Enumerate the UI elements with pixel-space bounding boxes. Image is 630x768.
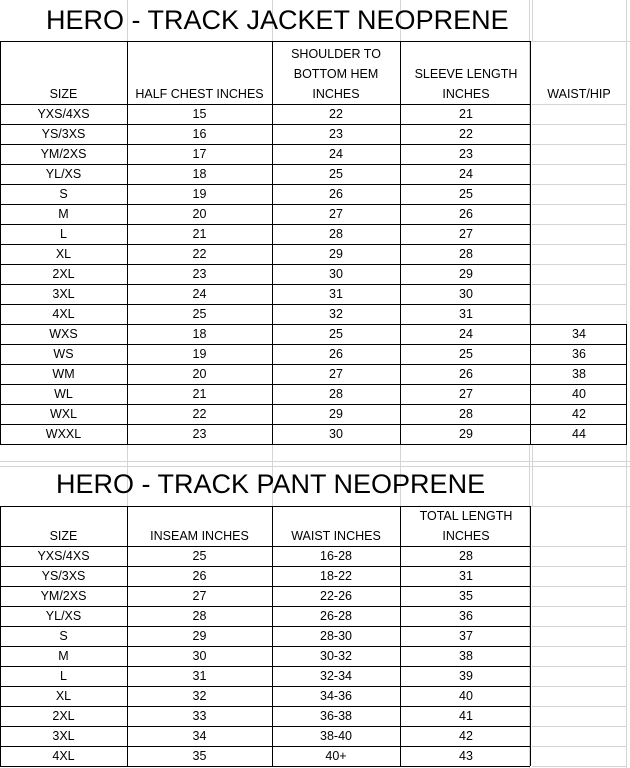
gridline-h [532,566,626,567]
pant-total-length-cell: 42 [459,729,473,743]
gridline-h [532,124,626,125]
gridline-h [532,766,626,767]
jacket-sleeve-cell: 28 [459,407,473,421]
pant-inseam-cell: 35 [192,749,207,763]
jacket-size-cell: YS/3XS [41,127,86,141]
jacket-sleeve-cell: 27 [459,227,473,241]
pant-total-length-cell: 31 [459,569,473,583]
jacket-sleeve-cell: 25 [459,187,473,201]
gridline-h [532,144,626,145]
pant-waist-cell: 18-22 [320,569,352,583]
jacket-half-chest-cell: 20 [192,207,207,221]
gridline-h [532,546,626,547]
jacket-sleeve-cell: 24 [459,167,473,181]
pant-title: HERO - TRACK PANT NEOPRENE [56,469,486,499]
pant-size-cell: YL/XS [45,609,82,623]
jacket-half-chest-cell: 22 [192,407,207,421]
jacket-half-chest-cell: 19 [192,187,207,201]
gridline-h [532,746,626,747]
pant-waist-cell: 16-28 [320,549,352,563]
pant-inseam-cell: 26 [192,569,207,583]
pant-total-length-cell: 35 [459,589,473,603]
jacket-size-cell: WXS [49,327,78,341]
pant-waist-cell: 38-40 [320,729,352,743]
pant-total-length-cell: 36 [459,609,473,623]
pant-waist-cell: 32-34 [320,669,352,683]
gridline-v [532,444,533,506]
gridline-h [532,304,626,305]
pant-inseam-cell: 31 [192,669,207,683]
gridline-h [532,284,626,285]
gridline-h [532,726,626,727]
pant-size-cell: S [59,629,68,643]
pant-waist-cell: 34-36 [320,689,352,703]
pant-total-length-cell: 40 [459,689,473,703]
jacket-sleeve-cell: 29 [459,267,473,281]
jacket-half-chest-cell: 23 [192,427,207,441]
gridline-h [532,706,626,707]
jacket-half-chest-cell: 24 [192,287,207,301]
jacket-half-chest-cell: 18 [192,327,207,341]
jacket-header-shoulder-1: SHOULDER TO [291,47,381,61]
jacket-shoulder-cell: 22 [329,107,343,121]
gridline-h [532,204,626,205]
jacket-header-shoulder-3: INCHES [312,87,360,101]
table-border-h [0,444,627,445]
pant-inseam-cell: 32 [192,689,207,703]
gridline-h [532,264,626,265]
jacket-half-chest-cell: 17 [192,147,207,161]
jacket-half-chest-cell: 21 [192,387,207,401]
pant-total-length-cell: 37 [459,629,473,643]
pant-waist-cell: 30-32 [320,649,352,663]
pant-total-length-cell: 43 [459,749,473,763]
jacket-size-cell: YXS/4XS [37,107,90,121]
jacket-shoulder-cell: 25 [329,327,343,341]
gridline-h [532,686,626,687]
jacket-half-chest-cell: 23 [192,267,207,281]
jacket-header-waist-hip: WAIST/HIP [547,87,611,101]
jacket-shoulder-cell: 27 [329,207,343,221]
gridline-h [532,164,626,165]
jacket-half-chest-cell: 25 [192,307,207,321]
pant-size-cell: YS/3XS [41,569,86,583]
jacket-half-chest-cell: 22 [192,247,207,261]
pant-total-length-cell: 28 [459,549,473,563]
jacket-size-cell: YM/2XS [40,147,87,161]
jacket-shoulder-cell: 32 [329,307,343,321]
jacket-title: HERO - TRACK JACKET NEOPRENE [46,5,509,35]
pant-waist-cell: 36-38 [320,709,352,723]
pant-total-length-cell: 38 [459,649,473,663]
jacket-sleeve-cell: 30 [459,287,473,301]
pant-size-cell: L [60,669,67,683]
jacket-shoulder-cell: 25 [329,167,343,181]
table-border-h [0,41,530,42]
jacket-shoulder-cell: 26 [329,187,343,201]
jacket-waist-hip-cell: 44 [572,427,586,441]
pant-header-waist: WAIST INCHES [291,529,381,543]
table-border-h [0,766,530,767]
pant-size-cell: M [58,649,69,663]
jacket-shoulder-cell: 30 [329,267,343,281]
jacket-size-cell: 4XL [52,307,75,321]
pant-inseam-cell: 28 [192,609,207,623]
jacket-size-cell: S [59,187,68,201]
jacket-half-chest-cell: 21 [192,227,207,241]
pant-waist-cell: 26-28 [320,609,352,623]
gridline-h [532,586,626,587]
jacket-size-cell: WM [52,367,75,381]
jacket-shoulder-cell: 28 [329,227,343,241]
pant-size-cell: 2XL [52,709,75,723]
pant-size-cell: YM/2XS [40,589,87,603]
gridline-h [532,104,626,105]
pant-inseam-cell: 30 [192,649,207,663]
pant-total-length-cell: 39 [459,669,473,683]
jacket-size-cell: WXXL [45,427,82,441]
pant-size-cell: YXS/4XS [37,549,90,563]
gridline-h [532,666,626,667]
jacket-size-cell: L [60,227,67,241]
pant-inseam-cell: 33 [192,709,207,723]
gridline-h [532,646,626,647]
jacket-waist-hip-cell: 34 [572,327,586,341]
gridline-v [532,0,533,41]
jacket-shoulder-cell: 29 [329,407,343,421]
jacket-header-size: SIZE [49,87,78,101]
jacket-half-chest-cell: 15 [192,107,207,121]
jacket-size-cell: 3XL [52,287,75,301]
jacket-half-chest-cell: 18 [192,167,207,181]
jacket-size-cell: WL [54,387,73,401]
jacket-sleeve-cell: 31 [459,307,473,321]
jacket-sleeve-cell: 25 [459,347,473,361]
jacket-size-cell: M [58,207,69,221]
jacket-shoulder-cell: 23 [329,127,343,141]
gridline-h [532,606,626,607]
jacket-header-shoulder-2: BOTTOM HEM [293,67,379,81]
gridline-h [532,626,626,627]
jacket-sleeve-cell: 29 [459,427,473,441]
gridline-h [0,466,630,467]
jacket-header-sleeve-2: INCHES [442,87,490,101]
pant-inseam-cell: 34 [192,729,207,743]
pant-size-cell: 3XL [52,729,75,743]
pant-inseam-cell: 29 [192,629,207,643]
gridline-h [532,244,626,245]
jacket-shoulder-cell: 26 [329,347,343,361]
jacket-size-cell: YL/XS [45,167,82,181]
jacket-size-cell: WS [53,347,74,361]
jacket-shoulder-cell: 30 [329,427,343,441]
jacket-sleeve-cell: 26 [459,367,473,381]
pant-size-cell: 4XL [52,749,75,763]
jacket-waist-hip-cell: 38 [572,367,586,381]
gridline-h [532,184,626,185]
jacket-sleeve-cell: 24 [459,327,473,341]
jacket-waist-hip-cell: 36 [572,347,586,361]
jacket-shoulder-cell: 24 [329,147,343,161]
jacket-size-cell: WXL [49,407,78,421]
jacket-shoulder-cell: 28 [329,387,343,401]
jacket-shoulder-cell: 27 [329,367,343,381]
gridline-h [0,461,630,462]
jacket-half-chest-cell: 20 [192,367,207,381]
jacket-size-cell: XL [55,247,72,261]
jacket-shoulder-cell: 29 [329,247,343,261]
jacket-header-half-chest: HALF CHEST INCHES [135,87,264,101]
pant-header-inseam: INSEAM INCHES [150,529,249,543]
jacket-sleeve-cell: 28 [459,247,473,261]
jacket-size-cell: 2XL [52,267,75,281]
pant-inseam-cell: 27 [192,589,207,603]
pant-total-length-cell: 41 [459,709,473,723]
pant-size-cell: XL [55,689,72,703]
jacket-header-sleeve-1: SLEEVE LENGTH [414,67,518,81]
gridline-h [532,224,626,225]
pant-waist-cell: 40+ [325,749,347,763]
jacket-sleeve-cell: 26 [459,207,473,221]
jacket-half-chest-cell: 19 [192,347,207,361]
jacket-sleeve-cell: 21 [459,107,473,121]
jacket-sleeve-cell: 27 [459,387,473,401]
jacket-half-chest-cell: 16 [192,127,207,141]
jacket-waist-hip-cell: 40 [572,387,586,401]
pant-header-size: SIZE [49,529,78,543]
jacket-waist-hip-cell: 42 [572,407,586,421]
jacket-shoulder-cell: 31 [329,287,343,301]
jacket-sleeve-cell: 23 [459,147,473,161]
jacket-sleeve-cell: 22 [459,127,473,141]
pant-waist-cell: 28-30 [320,629,352,643]
pant-header-total-2: INCHES [442,529,490,543]
pant-inseam-cell: 25 [192,549,207,563]
pant-waist-cell: 22-26 [320,589,352,603]
pant-header-total-1: TOTAL LENGTH [419,509,513,523]
